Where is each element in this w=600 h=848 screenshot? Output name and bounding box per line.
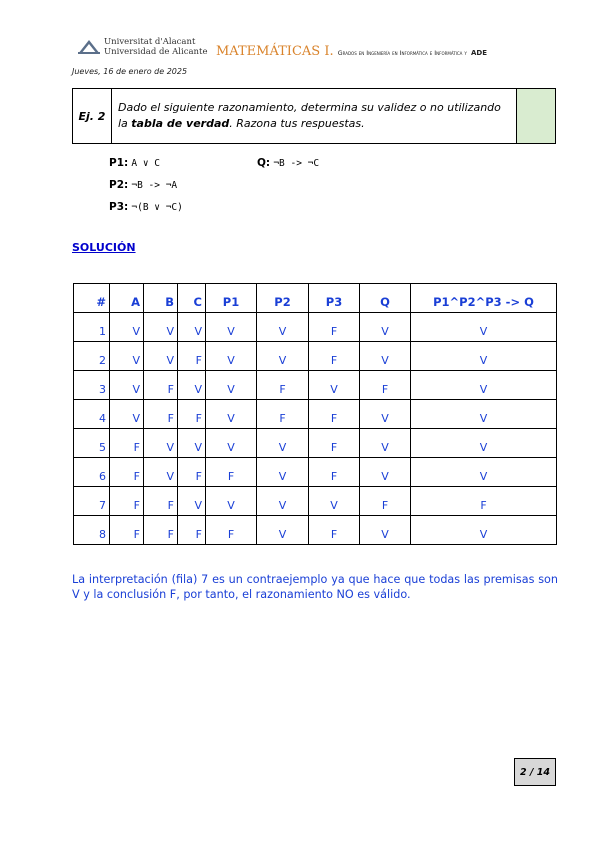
column-header: P1 [206, 284, 257, 313]
table-cell: F [309, 458, 360, 487]
university-name-line1: Universitat d'Alacant [104, 37, 196, 47]
premise-formula: ¬B -> ¬A [131, 180, 178, 191]
table-cell: V [144, 458, 178, 487]
truth-table-body [74, 313, 557, 545]
table-cell: 1 [74, 313, 110, 342]
table-cell: F [178, 342, 206, 371]
column-header: # [74, 284, 110, 313]
table-cell: F [206, 516, 257, 545]
exercise-text-part2: . Razona tus respuestas. [229, 117, 365, 130]
table-cell: V [206, 342, 257, 371]
table-cell: F [360, 487, 411, 516]
table-cell: F [110, 458, 144, 487]
column-header: C [178, 284, 206, 313]
exercise-box [72, 88, 556, 144]
course-title [216, 44, 487, 59]
column-header: B [144, 284, 178, 313]
page-number: 2 / 14 [514, 758, 556, 786]
exercise-text-bold: tabla de verdad [131, 117, 230, 130]
table-cell: V [178, 487, 206, 516]
table-row [74, 516, 557, 545]
table-cell: V [360, 458, 411, 487]
table-cell: V [257, 516, 309, 545]
truth-table-header [74, 284, 557, 313]
table-cell: V [144, 342, 178, 371]
table-cell: V [309, 487, 360, 516]
table-cell: 5 [74, 429, 110, 458]
table-cell: F [144, 400, 178, 429]
table-cell: V [178, 429, 206, 458]
column-header: P3 [309, 284, 360, 313]
course-subtitle: Grados en Ingeniería en Informática e Informática y [337, 50, 467, 57]
table-cell: 4 [74, 400, 110, 429]
premise-formula: ¬(B ∨ ¬C) [131, 202, 183, 213]
premise-p1 [109, 157, 160, 169]
table-cell: V [144, 313, 178, 342]
table-cell: V [206, 400, 257, 429]
table-cell: V [110, 313, 144, 342]
conclusion-label: Q: [257, 157, 271, 169]
conclusion-q [257, 157, 319, 169]
table-row [74, 400, 557, 429]
table-cell: V [360, 516, 411, 545]
exercise-label: Ej. 2 [73, 89, 112, 143]
table-cell: F [178, 458, 206, 487]
table-cell: V [110, 400, 144, 429]
table-row [74, 313, 557, 342]
table-cell: V [257, 458, 309, 487]
exam-date: Jueves, 16 de enero de 2025 [72, 67, 188, 76]
column-header: P1^P2^P3 -> Q [411, 284, 557, 313]
table-cell: V [360, 342, 411, 371]
table-cell: V [110, 342, 144, 371]
column-header: A [110, 284, 144, 313]
table-cell: V [257, 342, 309, 371]
table-cell: V [206, 429, 257, 458]
premise-label: P3: [109, 201, 129, 213]
table-cell: F [360, 371, 411, 400]
column-header: P2 [257, 284, 309, 313]
table-cell: 2 [74, 342, 110, 371]
premise-label: P1: [109, 157, 129, 169]
table-cell: 8 [74, 516, 110, 545]
table-row [74, 342, 557, 371]
table-cell: F [178, 400, 206, 429]
table-cell: V [360, 429, 411, 458]
premise-formula: A ∨ C [131, 158, 160, 169]
table-row [74, 429, 557, 458]
premise-p3 [109, 201, 183, 213]
table-cell: F [309, 516, 360, 545]
table-cell: V [309, 371, 360, 400]
truth-table [73, 283, 557, 545]
table-cell: V [411, 313, 557, 342]
course-subtitle-bold: ADE [470, 49, 487, 57]
table-cell: V [178, 313, 206, 342]
exercise-text-part1: Dado el siguiente razonamiento, determina su validez o no utilizando la [118, 101, 501, 130]
exercise-statement [112, 89, 516, 143]
table-cell: 6 [74, 458, 110, 487]
table-cell: F [110, 429, 144, 458]
table-cell: V [411, 516, 557, 545]
table-cell: F [309, 342, 360, 371]
premise-p2 [109, 179, 177, 191]
table-cell: V [257, 313, 309, 342]
table-cell: V [206, 313, 257, 342]
table-cell: F [144, 371, 178, 400]
table-cell: F [411, 487, 557, 516]
university-logo-icon [78, 38, 100, 54]
table-cell: V [110, 371, 144, 400]
table-row [74, 487, 557, 516]
table-cell: 7 [74, 487, 110, 516]
conclusion-paragraph: La interpretación (fila) 7 es un contraejemplo ya que hace que todas las premisas son V y la conclusión F, por tanto, el razonamiento NO es válido. [72, 573, 558, 601]
table-cell: V [144, 429, 178, 458]
table-row [74, 458, 557, 487]
table-cell: F [309, 313, 360, 342]
table-cell: V [411, 458, 557, 487]
exercise-score-cell [516, 89, 555, 143]
table-cell: V [178, 371, 206, 400]
table-cell: V [411, 429, 557, 458]
table-cell: F [110, 487, 144, 516]
table-cell: F [206, 458, 257, 487]
table-cell: V [360, 313, 411, 342]
table-cell: F [178, 516, 206, 545]
conclusion-formula: ¬B -> ¬C [273, 158, 320, 169]
table-cell: 3 [74, 371, 110, 400]
table-cell: F [144, 516, 178, 545]
table-cell: F [309, 429, 360, 458]
table-cell: V [257, 429, 309, 458]
table-row [74, 371, 557, 400]
table-cell: V [257, 487, 309, 516]
table-cell: V [206, 487, 257, 516]
table-cell: V [411, 342, 557, 371]
table-cell: F [144, 487, 178, 516]
table-cell: F [110, 516, 144, 545]
solution-heading: SOLUCIÓN [72, 241, 136, 254]
premise-label: P2: [109, 179, 129, 191]
table-cell: V [411, 400, 557, 429]
table-cell: V [360, 400, 411, 429]
table-cell: V [206, 371, 257, 400]
course-title-main: MATEMÁTICAS I. [216, 44, 334, 59]
table-cell: F [257, 400, 309, 429]
university-name-line2: Universidad de Alicante [104, 47, 208, 57]
university-name [104, 37, 207, 57]
table-cell: F [257, 371, 309, 400]
column-header: Q [360, 284, 411, 313]
table-cell: F [309, 400, 360, 429]
table-cell: V [411, 371, 557, 400]
